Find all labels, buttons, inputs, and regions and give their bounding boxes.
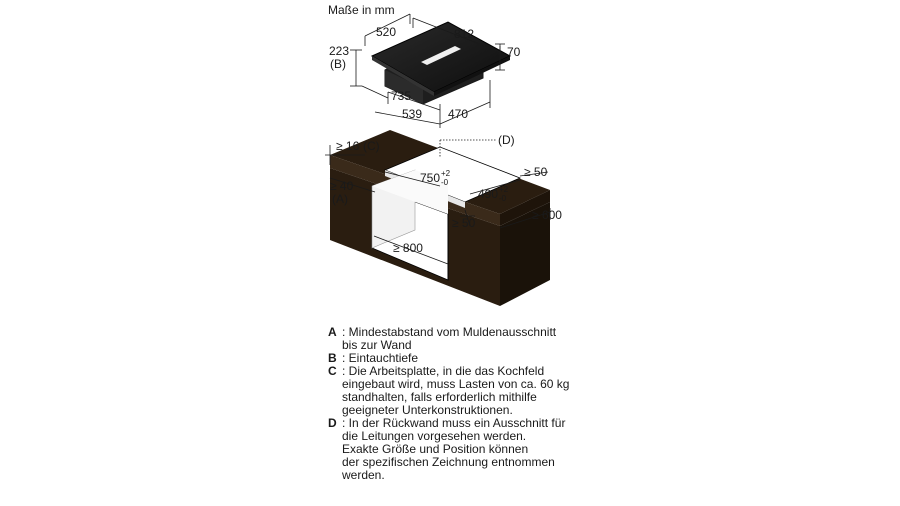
legend-item-c [328, 365, 628, 417]
dim-cutout-490-tol-minus: -0 [499, 194, 507, 203]
dim-min-50-front: ≥ 50 [452, 216, 476, 230]
legend-text: : In der Rückwand muss ein Ausschnitt für die Leitungen vorgesehen werden. Exakte Größe und Position können der spezifischen Zeichnung entnommen werden. [342, 416, 566, 482]
legend-item-d [328, 417, 628, 482]
dim-top-length: 812 [454, 27, 475, 41]
dim-bottom-539: 539 [402, 107, 423, 121]
dim-cutout-750: 750 [420, 171, 441, 185]
legend [328, 326, 628, 482]
dim-cutout-490-tol-plus: +2 [499, 185, 509, 194]
legend-key: B [328, 351, 337, 365]
dim-min-40: ≥ 40 [330, 179, 354, 193]
dim-top-depth-label: (B) [330, 57, 346, 71]
legend-item-a [328, 326, 628, 352]
dim-bottom-470: 470 [448, 107, 469, 121]
dim-cutout-750-tol-plus: +2 [441, 169, 451, 178]
dim-top-depth: 223 [329, 44, 350, 58]
diagram-title: Maße in mm [328, 3, 395, 17]
legend-text: : Mindestabstand vom Muldenausschnitt bis zur Wand [342, 325, 557, 352]
dim-min-40-label: (A) [332, 192, 348, 206]
dim-bottom-735: 735 [391, 89, 412, 103]
callout-d: (D) [498, 133, 515, 147]
dim-min-16: ≥ 16 [336, 139, 360, 153]
dim-min-600: ≥ 600 [532, 208, 562, 222]
dim-top-width: 520 [376, 25, 397, 39]
legend-text: : Die Arbeitsplatte, in die das Kochfeld eingebaut wird, muss Lasten von ca. 60 kg standhalten, falls erforderlich mithilfe geeigneter Unterkonstruktionen. [342, 364, 570, 417]
dim-min-16-label: (C) [363, 139, 380, 153]
dim-cutout-750-tol-minus: -0 [441, 178, 449, 187]
legend-key: C [328, 364, 337, 378]
legend-text: : Eintauchtiefe [342, 351, 419, 365]
legend-key: D [328, 416, 337, 430]
dim-cutout-490: 490 [478, 187, 499, 201]
dim-min-50-right: ≥ 50 [524, 165, 548, 179]
dim-top-height: 70 [507, 45, 521, 59]
legend-key: A [328, 325, 337, 339]
dim-min-800: ≥ 800 [393, 241, 423, 255]
